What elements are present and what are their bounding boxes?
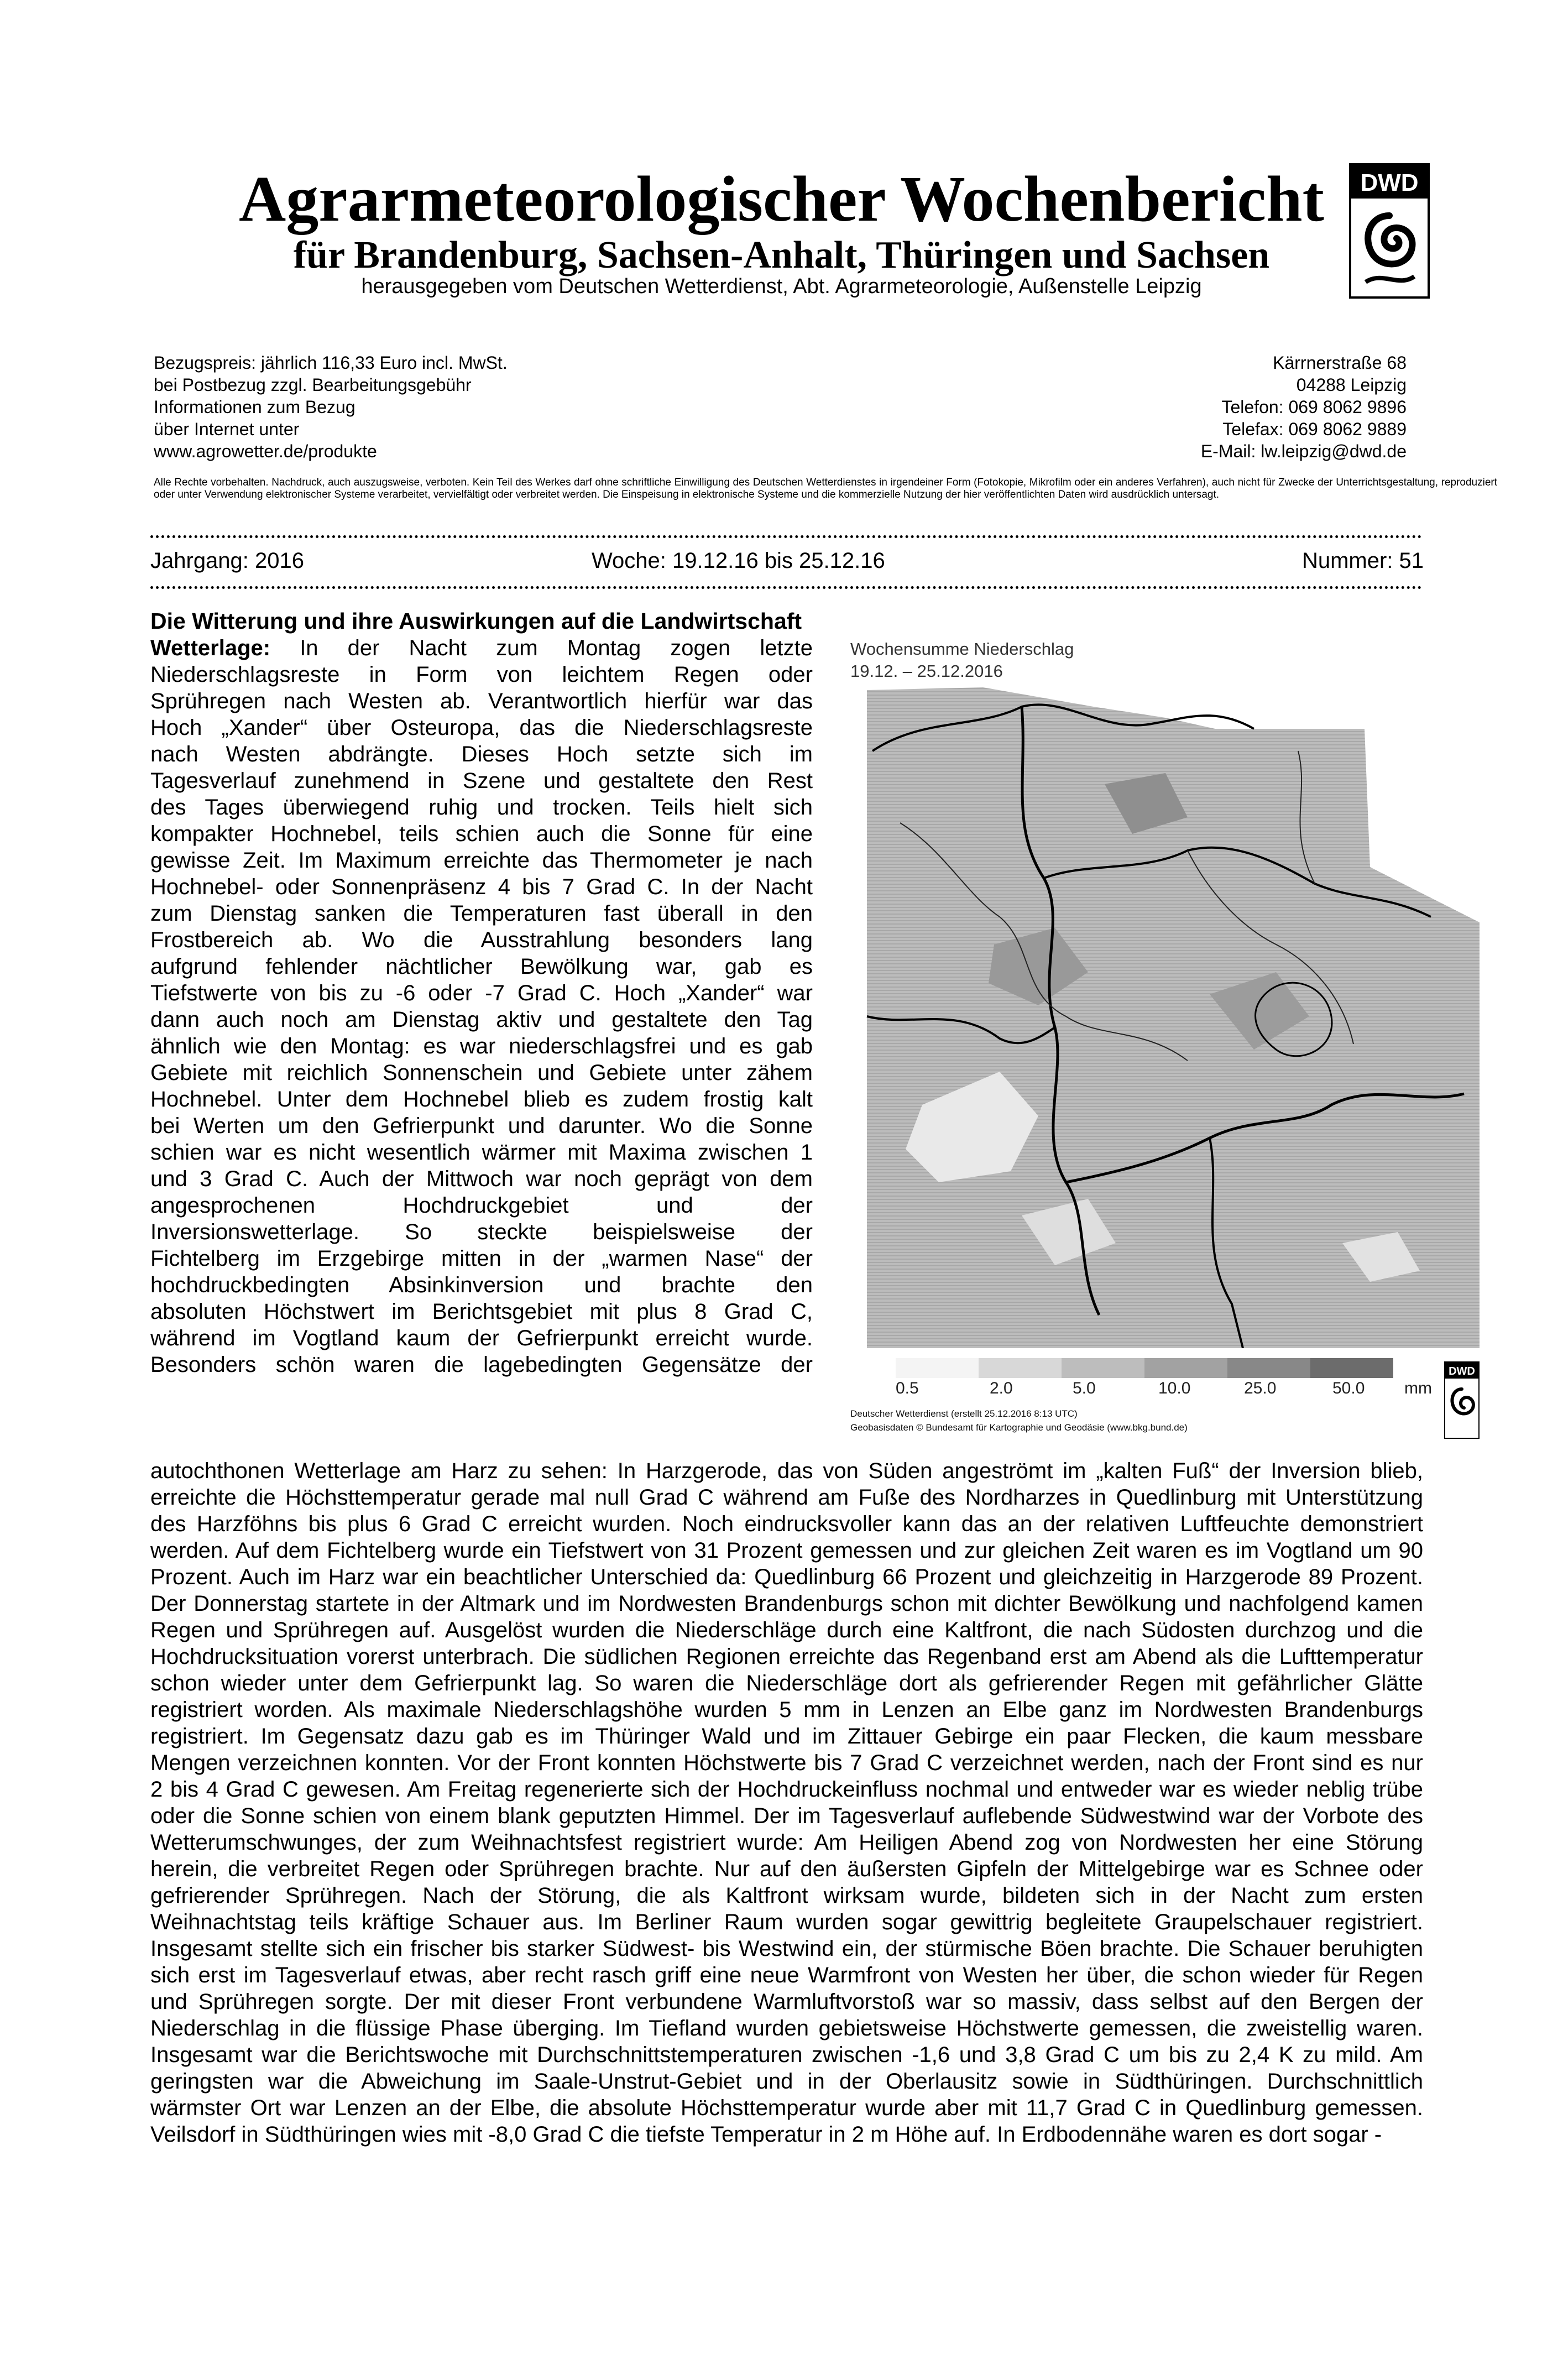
legend-swatch: [1144, 1358, 1227, 1378]
info-right-line: Kärrnerstraße 68: [1273, 353, 1407, 373]
text-line: autochthonen Wetterlage am Harz zu sehen: In Harzgerode, das von Süden angeströmt im „kalten Fuß“ der Inversion blieb,: [150, 1459, 1423, 1483]
text-line: bei Werten um den Gefrierpunkt und darunter. Wo die Sonne: [150, 1114, 813, 1138]
text-line: Mengen verzeichnen konnten. Vor der Front konnten Höchstwerte bis 7 Grad C verzeichnet werden, nach der Front sind es nur: [150, 1751, 1423, 1775]
precipitation-map: [856, 685, 1480, 1348]
info-right-line: Telefax: 069 8062 9889: [1222, 419, 1407, 439]
text-line: Hochnebel. Unter dem Hochnebel blieb es zudem frostig kalt: [150, 1087, 813, 1111]
map-title-line: Wochensumme Niederschlag: [850, 639, 1074, 659]
issue-nummer: Nummer: 51: [1301, 549, 1424, 573]
text-line: Besonders schön waren die lagebedingten Gegensätze der: [150, 1353, 813, 1377]
text-line: Der Donnerstag startete in der Altmark und im Nordwesten Brandenburgs schon mit dichter Bewölkung und nachfolgend kamen: [150, 1591, 1423, 1616]
text-line: Veilsdorf in Südthüringen wies mit -8,0 Grad C die tiefste Temperatur in 2 m Höhe auf. In Erdbodennähe waren es dort sogar -: [150, 2122, 1382, 2147]
text-line: Tagesverlauf zunehmend in Szene und gestaltete den Rest: [150, 769, 813, 793]
text-line: Niederschlagsreste in Form von leichtem Regen oder: [150, 662, 813, 687]
text-line: Frostbereich ab. Wo die Ausstrahlung besonders lang: [150, 928, 813, 952]
map-dwd-logo: [1444, 1361, 1480, 1439]
divider-bottom: [150, 586, 1422, 589]
text-line: Niederschlag in die flüssige Phase überging. Im Tiefland wurden gebietsweise Höchstwerte gemessen, die zweistellig waren.: [150, 2016, 1423, 2040]
contact-info: [1201, 352, 1407, 462]
map-credit: [850, 1407, 1188, 1434]
map-title: [850, 638, 1074, 682]
text-line: Gebiete mit reichlich Sonnenschein und Gebiete unter zähem: [150, 1061, 813, 1085]
text-line: gefrierender Sprühregen. Nach der Störung, die als Kaltfront wirksam wurde, bildeten sich in der Nacht zum ersten: [150, 1883, 1423, 1908]
legend-label: 5.0: [1073, 1379, 1096, 1397]
issue-woche: Woche: 19.12.16 bis 25.12.16: [592, 549, 885, 573]
legend-swatch: [979, 1358, 1062, 1378]
map-credit-line: Geobasisdaten © Bundesamt für Kartographie und Geodäsie (www.bkg.bund.de): [850, 1422, 1188, 1433]
info-left-link[interactable]: www.agrowetter.de/produkte: [154, 441, 377, 461]
text-line: geringsten war die Abweichung im Saale-Unstrut-Gebiet und in der Oberlausitz sowie in Südthüringen. Durchschnittlich: [150, 2069, 1423, 2094]
text-line: registriert. Im Gegensatz dazu gab es im Thüringer Wald und im Zittauer Gebirge ein paar Flecken, die kaum messbare: [150, 1724, 1423, 1749]
divider-top: [150, 535, 1422, 538]
text-line: und 3 Grad C. Auch der Mittwoch war noch geprägt von dem: [150, 1167, 813, 1191]
legend-label: 10.0: [1158, 1379, 1191, 1397]
map-title-date: 19.12. – 25.12.2016: [850, 661, 1003, 681]
text-line: des Harzföhns bis plus 6 Grad C erreicht wurden. Noch eindrucksvoller kann das an der relativen Luftfeuchte demonstriert: [150, 1512, 1423, 1536]
text-line: des Tages überwiegend ruhig und trocken. Teils hielt sich: [150, 795, 813, 820]
text-line: Regen und Sprühregen auf. Ausgelöst wurden die Niederschläge durch eine Kaltfront, die nach Südosten durchzog und die: [150, 1618, 1423, 1642]
text-line: zum Dienstag sanken die Temperaturen fast überall in den: [150, 901, 813, 926]
text-line: registriert worden. Als maximale Niederschlagshöhe wurden 5 mm in Lenzen an Elbe ganz im Nordwesten Brandenburgs: [150, 1698, 1423, 1722]
text-line: schon wieder unter dem Gefrierpunkt lag. So waren die Niederschläge dort als gefrierender Regen mit gefährlicher Glätte: [150, 1671, 1423, 1695]
wetterlage-label: Wetterlage:: [150, 636, 271, 660]
text-line: Wetterumschwunges, der zum Weihnachtsfest registriert wurde: Am Heiligen Abend zog von Nordwesten her eine Störung: [150, 1830, 1423, 1855]
legend-label: 2.0: [990, 1379, 1013, 1397]
issue-jahrgang: Jahrgang: 2016: [150, 549, 305, 573]
legend-swatch: [1062, 1358, 1144, 1378]
text-line: hochdruckbedingten Absinkinversion und brachte den: [150, 1273, 813, 1297]
weather-text-full: [150, 1458, 1423, 2148]
info-left-line: bei Postbezug zzgl. Bearbeitungsgebühr: [154, 375, 472, 395]
text-line: Prozent. Auch im Harz war ein beachtlicher Unterschied da: Quedlinburg 66 Prozent und gleichzeitig in Harzgerode 89 Prozent.: [150, 1565, 1423, 1589]
report-subtitle: für Brandenburg, Sachsen-Anhalt, Thüringen und Sachsen: [293, 234, 1270, 276]
text-line: oder die Sonne schien von einem blank geputzten Himmel. Der im Tagesverlauf auflebende Südwestwind war der Vorbote des: [150, 1804, 1423, 1828]
section-heading: Die Witterung und ihre Auswirkungen auf die Landwirtschaft: [150, 608, 802, 634]
text-line: absoluten Höchstwert im Berichtsgebiet mit plus 8 Grad C,: [150, 1299, 813, 1324]
subscription-info: [154, 352, 508, 462]
text-line: werden. Auf dem Fichtelberg wurde ein Tiefstwert von 31 Prozent gemessen und zur gleichen Zeit waren es im Vogtland um 90: [150, 1538, 1423, 1563]
text-line: schien war es nicht wesentlich wärmer mit Maxima zwischen 1: [150, 1140, 813, 1165]
weather-text-column: [150, 635, 813, 1378]
text-line: Sprühregen nach Westen ab. Verantwortlich hierfür war das: [150, 689, 813, 713]
legend-swatch: [896, 1358, 979, 1378]
legend-label: 0.5: [896, 1379, 919, 1397]
text-line: Hoch „Xander“ über Osteuropa, das die Niederschlagsreste: [150, 716, 813, 740]
info-left-line: über Internet unter: [154, 419, 300, 439]
text-line: Wetterlage: In der Nacht zum Montag zogen letzte: [150, 636, 813, 660]
map-legend-labels: [896, 1379, 1449, 1401]
text-line: aufgrund fehlender nächtlicher Bewölkung war, gab es: [150, 954, 813, 979]
legend-unit: mm: [1404, 1379, 1432, 1397]
publisher-line: herausgegeben vom Deutschen Wetterdienst, Abt. Agrarmeteorologie, Außenstelle Leipzig: [361, 275, 1202, 298]
legend-label: 50.0: [1332, 1379, 1365, 1397]
info-right-email[interactable]: E-Mail: lw.leipzig@dwd.de: [1200, 441, 1407, 461]
map-dwd-logo-text: DWD: [1449, 1365, 1475, 1377]
text-line: Inversionswetterlage. So steckte beispielsweise der: [150, 1220, 813, 1244]
text-line: kompakter Hochnebel, teils schien auch die Sonne für eine: [150, 822, 813, 846]
map-credit-line: Deutscher Wetterdienst (erstellt 25.12.2016 8:13 UTC): [850, 1408, 1078, 1419]
legend-label: 25.0: [1244, 1379, 1277, 1397]
text-line: dann auch noch am Dienstag aktiv und gestaltete den Tag: [150, 1008, 813, 1032]
dwd-logo-text: DWD: [1360, 169, 1419, 196]
report-title: Agrarmeteorologischer Wochenbericht: [239, 163, 1324, 235]
text-line: Insgesamt war die Berichtswoche mit Durchschnittstemperaturen zwischen -1,6 und 3,8 Grad C um bis zu 2,4 K zu mild. Am: [150, 2043, 1423, 2067]
legend-swatch: [1227, 1358, 1310, 1378]
info-right-line: Telefon: 069 8062 9896: [1221, 397, 1407, 417]
info-left-line: Informationen zum Bezug: [154, 397, 356, 417]
text-line: Fichtelberg im Erzgebirge mitten in der „warmen Nase“ der: [150, 1246, 813, 1271]
info-right-line: 04288 Leipzig: [1296, 375, 1407, 395]
text-line: Insgesamt stellte sich ein frischer bis starker Südwest- bis Westwind ein, der stürmische Böen brachte. Die Schauer beruhigten: [150, 1937, 1423, 1961]
text-line: herein, die verbreitet Regen oder Sprühregen brachte. Nur auf den äußersten Gipfeln der Mittelgebirge war es Schnee oder: [150, 1857, 1423, 1881]
legal-notice: Alle Rechte vorbehalten. Nachdruck, auch auszugsweise, verboten. Kein Teil des Werkes darf ohne schriftliche Einwilligung des Deutschen Wetterdienstes in irgendeiner Form (Fotokopie, Mikrofilm oder ein anderes Verfahren), auch nicht für Zwecke der Unterrichtsgestaltung, reproduziert oder unter Verwendung elektronischer Systeme verarbeitet, vervielfältigt oder verbreitet werden. Die Einspeisung in elektronische Systeme und die kommerzielle Nutzung der hier veröffentlichten Daten wird ausdrücklich untersagt.: [154, 477, 1497, 500]
text-line: wärmster Ort war Lenzen an der Elbe, die absolute Höchsttemperatur wurde aber mit 11,7 Grad C in Quedlinburg gemessen.: [150, 2096, 1423, 2120]
text-line: Weihnachtstag teils kräftige Schauer aus. Im Berliner Raum wurden sogar gewittrig begleitete Graupelschauer registriert.: [150, 1910, 1423, 1934]
text-line: Hochdrucksituation vorerst unterbrach. Die südlichen Regionen erreichte das Regenband erst am Abend als die Lufttemperatur: [150, 1645, 1423, 1669]
text-line: erreichte die Höchsttemperatur gerade mal null Grad C während am Fuße des Nordharzes in Quedlinburg mit Unterstützung: [150, 1485, 1423, 1510]
text-line: gewisse Zeit. Im Maximum erreichte das Thermometer je nach: [150, 848, 813, 873]
map-legend-bar: [896, 1358, 1393, 1378]
text-line: nach Westen abdrängte. Dieses Hoch setzte sich im: [150, 742, 813, 766]
text-line: und Sprühregen sorgte. Der mit dieser Front verbundene Warmluftvorstoß war so massiv, dass selbst auf den Bergen der: [150, 1990, 1423, 2014]
text-line: 2 bis 4 Grad C gewesen. Am Freitag regenerierte sich der Hochdruckeinfluss nochmal und entweder war es wieder neblig trübe: [150, 1777, 1423, 1802]
text-line: angesprochenen Hochdruckgebiet und der: [150, 1193, 813, 1218]
text-line: während im Vogtland kaum der Gefrierpunkt erreicht wurde.: [150, 1326, 813, 1350]
text-line: Tiefstwerte von bis zu -6 oder -7 Grad C. Hoch „Xander“ war: [150, 981, 813, 1005]
text-line: Hochnebel- oder Sonnenpräsenz 4 bis 7 Grad C. In der Nacht: [150, 875, 813, 899]
info-left-line: Bezugspreis: jährlich 116,33 Euro incl. MwSt.: [154, 353, 508, 373]
dwd-logo: [1349, 163, 1430, 299]
text-line: ähnlich wie den Montag: es war niederschlagsfrei und es gab: [150, 1034, 813, 1058]
text-line: sich erst im Tagesverlauf etwas, aber recht rasch griff eine neue Warmfront von Westen her über, die schon wieder für Regen: [150, 1963, 1423, 1987]
legend-swatch: [1310, 1358, 1393, 1378]
